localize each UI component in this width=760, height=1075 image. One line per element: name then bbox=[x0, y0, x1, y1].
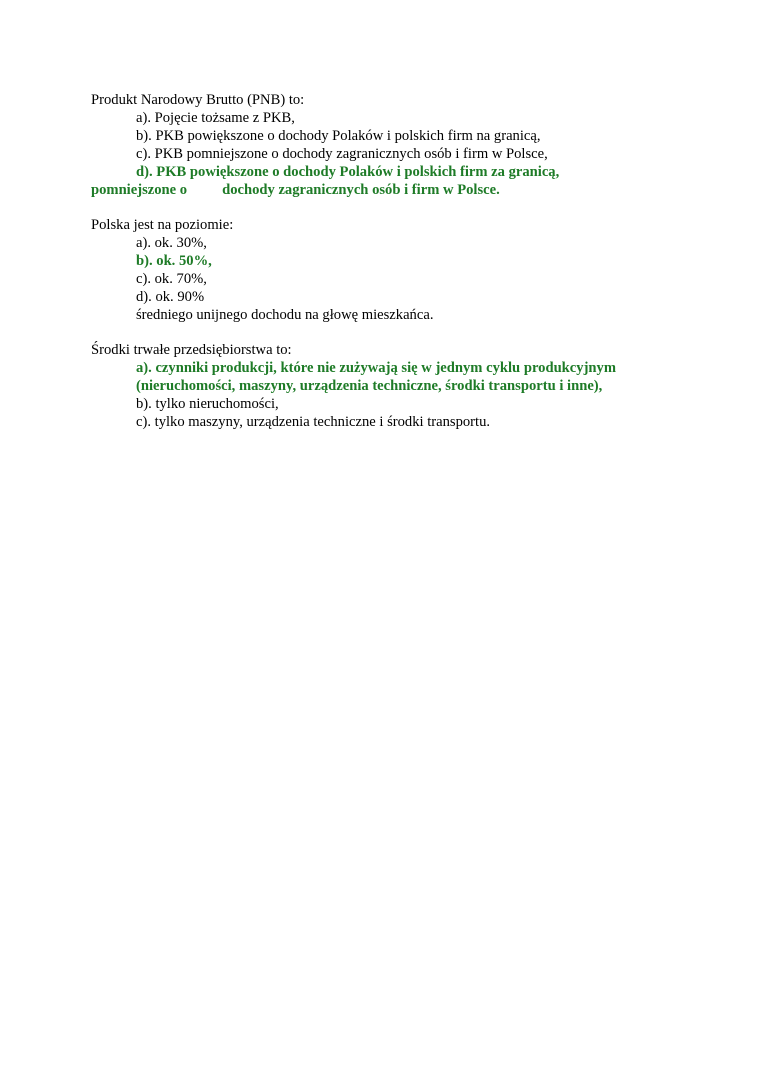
question-suffix: średniego unijnego dochodu na głowę mieszkańca. bbox=[136, 307, 434, 323]
correct-answer-text: pomniejszone o bbox=[91, 182, 188, 198]
answer-option: c). ok. 70%, bbox=[136, 271, 207, 287]
correct-answer-text: dochody zagranicznych osób i firm w Polsce. bbox=[222, 182, 500, 198]
document-page bbox=[91, 91, 671, 431]
answer-option: c). tylko maszyny, urządzenia techniczne i środki transportu. bbox=[136, 414, 491, 430]
answer-option: d). ok. 90% bbox=[136, 289, 205, 305]
answer-option: b). PKB powiększone o dochody Polaków i polskich firm na granicą, bbox=[136, 128, 541, 144]
question-prompt: Środki trwałe przedsiębiorstwa to: bbox=[91, 342, 292, 358]
answer-option: a). Pojęcie tożsame z PKB, bbox=[136, 110, 295, 126]
question-block-poland-level bbox=[91, 216, 671, 324]
answer-option: c). PKB pomniejszone o dochody zagranicznych osób i firm w Polsce, bbox=[136, 146, 548, 162]
question-prompt: Polska jest na poziomie: bbox=[91, 217, 234, 233]
correct-answer-option: a). czynniki produkcji, które nie zużywają się w jednym cyklu produkcyjnym bbox=[136, 360, 617, 376]
correct-answer-continuation bbox=[91, 181, 671, 199]
correct-answer-option: d). PKB powiększone o dochody Polaków i polskich firm za granicą, bbox=[136, 164, 560, 180]
question-block-pnb bbox=[91, 91, 671, 199]
question-prompt: Produkt Narodowy Brutto (PNB) to: bbox=[91, 92, 305, 108]
answer-option: b). tylko nieruchomości, bbox=[136, 396, 279, 412]
question-block-fixed-assets bbox=[91, 341, 671, 431]
answer-option: a). ok. 30%, bbox=[136, 235, 207, 251]
correct-answer-continuation: (nieruchomości, maszyny, urządzenia techniczne, środki transportu i inne), bbox=[136, 378, 603, 394]
correct-answer-option: b). ok. 50%, bbox=[136, 253, 212, 269]
